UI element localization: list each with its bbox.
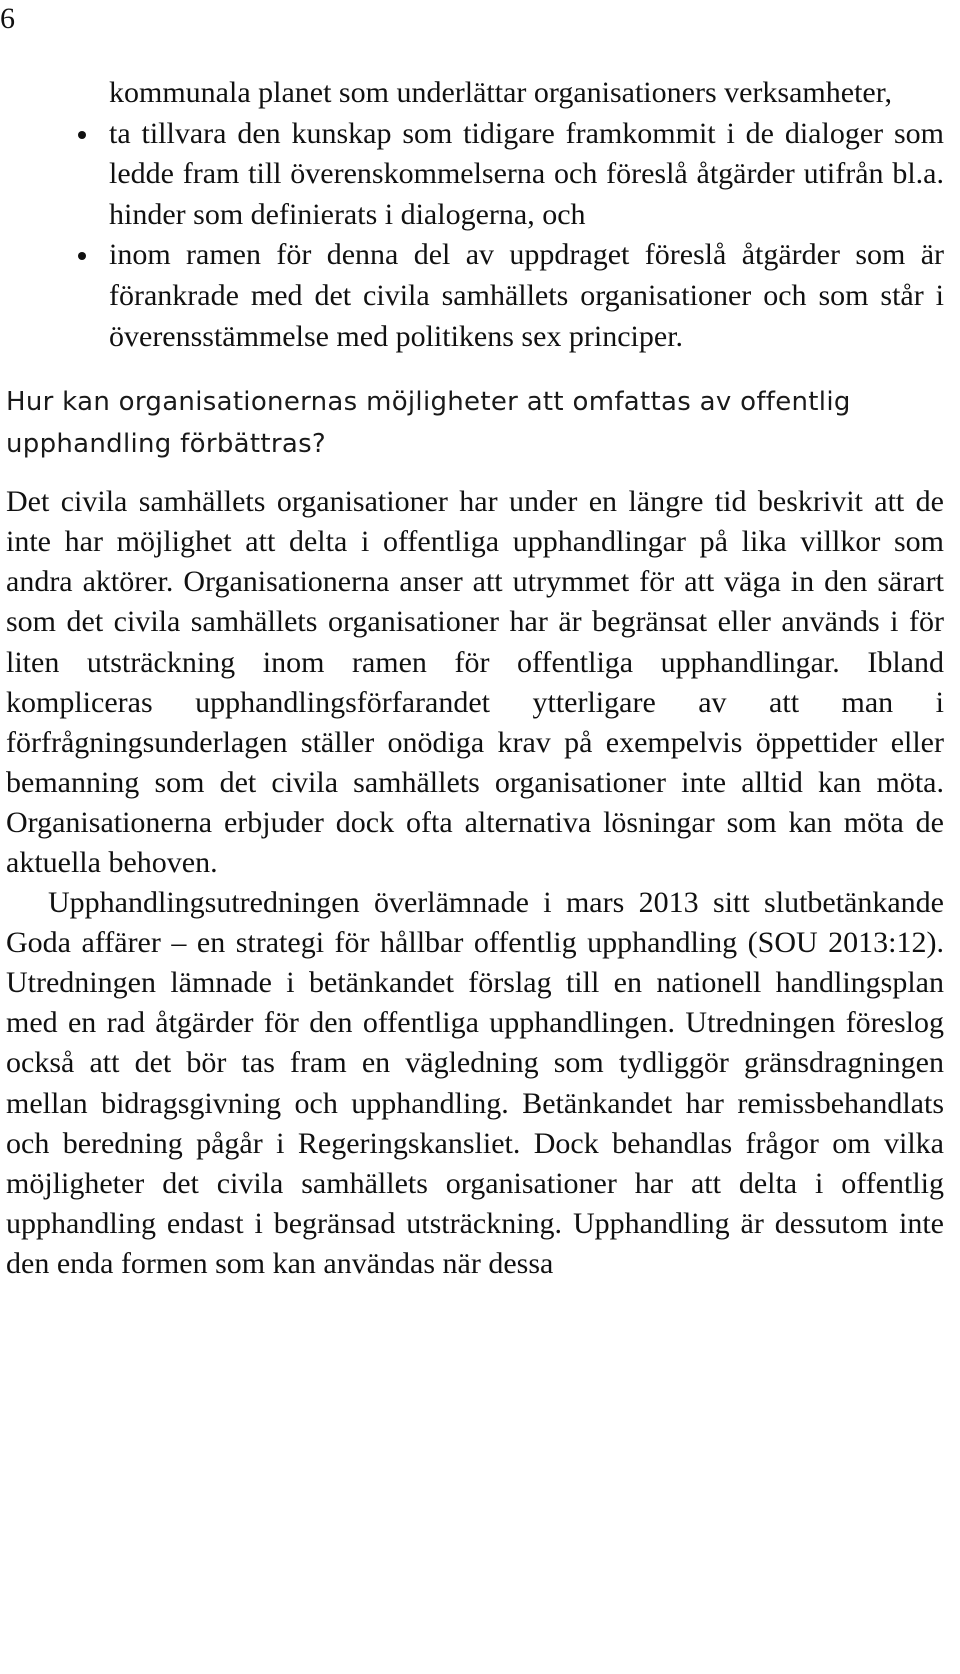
list-item-text: ta tillvara den kunskap som tidigare framkommit i de dialoger som ledde fram till överenskommelserna och föreslå åtgärder utifrån bl.a. hinder som definierats i dialogerna, och <box>109 116 944 231</box>
bullet-icon <box>78 131 86 139</box>
page-number: 6 <box>0 2 15 35</box>
document-body <box>6 73 944 1284</box>
list-item <box>6 235 944 357</box>
section-heading: Hur kan organisationernas möjligheter att omfattas av offentlig upphandling förbättras? <box>6 387 851 460</box>
list-item-text: inom ramen för denna del av uppdraget föreslå åtgärder som är förankrade med det civila samhällets organisationer och som står i överensstämmelse med politikens sex principer. <box>109 238 944 353</box>
body-paragraph: Upphandlingsutredningen överlämnade i mars 2013 sitt slutbetänkande Goda affärer – en strategi för hållbar offentlig upphandling (SOU 2013:12). Utredningen lämnade i betänkandet förslag till en nationell handlingsplan med en rad åtgärder för den offentliga upphandlingen. Utredningen föreslog också att det bör tas fram en vägledning som tydliggör gränsdragningen mellan bidragsgivning och upphandling. Betänkandet har remissbehandlats och beredning pågår i Regeringskansliet. Dock behandlas frågor om vilka möjligheter det civila samhällets organisationer har att delta i offentlig upphandling endast i begränsad utsträckning. Upphandling är dessutom inte den enda formen som kan användas när dessa <box>6 886 944 1280</box>
list-item <box>6 73 944 114</box>
list-item <box>6 114 944 236</box>
bullet-list <box>6 73 944 357</box>
body-paragraph: Det civila samhällets organisationer har under en längre tid beskrivit att de inte har möjlighet att delta i offentliga upphandlingar på lika villkor som andra aktörer. Organisationerna anser att utrymmet för att väga in den särart som det civila samhällets organisationer har är begränsat eller används i för liten utsträckning inom ramen för offentliga upphandlingar. Ibland kompliceras upphandlingsförfarandet ytterligare av att man i förfrågningsunderlagen ställer onödiga krav på exempelvis öppettider eller bemanning som det civila samhällets organisationer inte alltid kan möta. Organisationerna erbjuder dock ofta alternativa lösningar som kan möta de aktuella behoven. <box>6 485 944 879</box>
list-item-text: kommunala planet som underlättar organisationers verksamheter, <box>109 76 893 109</box>
bullet-icon <box>78 252 86 260</box>
